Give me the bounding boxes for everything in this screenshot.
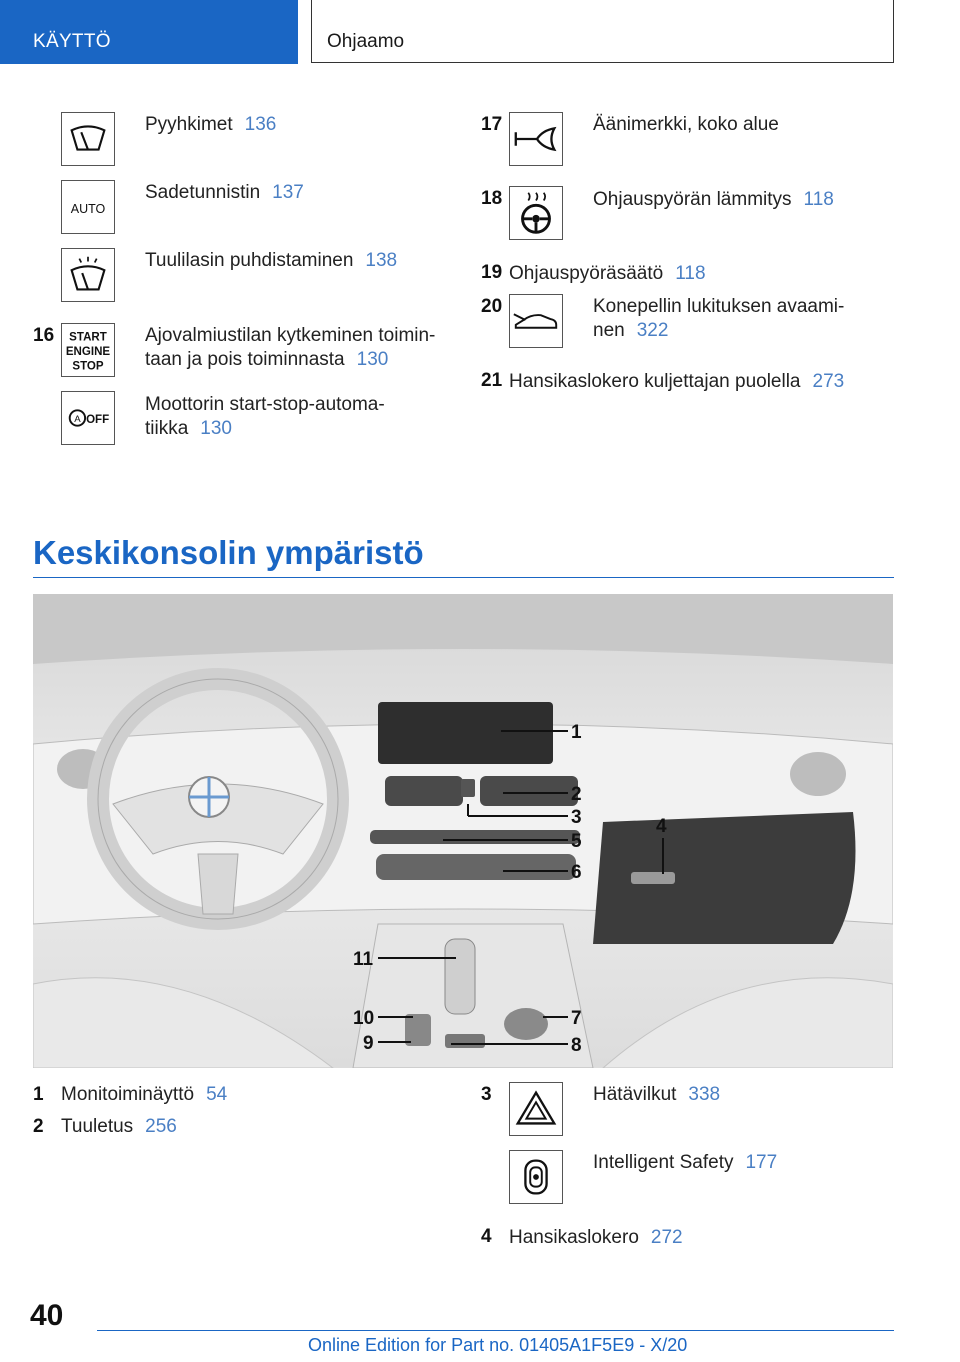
callout-9: 9 [363,1033,374,1054]
page-number: 40 [30,1299,64,1332]
page-ref-link[interactable]: 130 [200,418,232,439]
page-ref-link[interactable]: 273 [812,371,845,392]
page-ref-link[interactable]: 338 [688,1084,721,1105]
console-photo [33,594,893,1068]
item-number: 17 [481,114,503,135]
svg-text:A: A [74,413,81,425]
page-ref-link[interactable]: 137 [272,182,304,203]
start-stop-icon [61,323,115,377]
callout-3: 3 [571,807,582,828]
entry-auto-start-stop: Moottorin start-stop-automa- tiikka 130 [145,394,385,439]
entry-wipers: Pyyhkimet 136 [145,114,277,135]
entry-driver-glovebox: Hansikaslokero kuljettajan puolella 273 [509,371,845,392]
callout-2: 2 [571,784,582,805]
footer-edition: Online Edition for Part no. 01405A1F5E9 - X/20 [308,1335,688,1355]
wiper-icon [61,112,115,166]
entry-steering-heat: Ohjauspyörän lämmitys 118 [593,189,834,210]
horn-icon [509,112,563,166]
section-rule [33,577,894,578]
entry-horn: Äänimerkki, koko alue [593,114,779,135]
hood-release-icon [509,294,563,348]
page-ref-link[interactable]: 130 [356,349,389,370]
header-chapter-box [311,0,894,63]
item-number: 18 [481,188,503,209]
steering-heat-icon [509,186,563,240]
page-ref-link[interactable]: 136 [244,114,277,135]
callout-10: 10 [353,1008,375,1029]
callout-6: 6 [571,862,582,883]
callout-11: 11 [353,949,374,970]
entry-rain-sensor: Sadetunnistin 137 [145,182,304,203]
callout-5: 5 [571,831,582,852]
callout-1: 1 [571,722,582,743]
section-title: Keskikonsolin ympäristö [33,534,424,571]
callout-7: 7 [571,1008,582,1029]
page-ref-link[interactable]: 177 [745,1152,778,1173]
item-number: 2 [33,1116,44,1137]
entry-intelligent-safety: Intelligent Safety 177 [593,1152,778,1173]
intelligent-safety-icon [509,1150,563,1204]
page-ref-link[interactable]: 118 [675,263,706,284]
page-ref-link[interactable]: 118 [803,189,834,210]
entry-windshield-washer: Tuulilasin puhdistaminen 138 [145,250,398,271]
item-number: 3 [481,1084,492,1105]
svg-text:AUTO: AUTO [70,201,106,216]
svg-text:OFF: OFF [86,413,110,426]
svg-text:ENGINE: ENGINE [65,345,111,358]
page-ref-link[interactable]: 322 [636,320,669,341]
item-number: 19 [481,262,503,283]
callout-8: 8 [571,1035,582,1056]
entry-multifunction-display: Monitoiminäyttö 54 [61,1084,228,1105]
entry-glovebox: Hansikaslokero 272 [509,1227,683,1248]
entry-hood-release: Konepellin lukituksen avaami- nen 322 [593,296,845,341]
item-number: 4 [481,1226,492,1247]
svg-text:STOP: STOP [72,360,104,373]
page-ref-link[interactable]: 272 [650,1227,683,1248]
page-ref-link[interactable]: 256 [145,1116,177,1137]
item-number: 20 [481,296,503,317]
page-ref-link[interactable]: 138 [365,250,398,271]
auto-icon [61,180,115,234]
entry-steering-adjust: Ohjauspyöräsäätö 118 [509,263,706,284]
washer-icon [61,248,115,302]
hazard-icon [509,1082,563,1136]
item-number: 16 [33,325,55,346]
entry-ventilation: Tuuletus 256 [61,1116,177,1137]
footer-rule [97,1330,894,1331]
header-chapter-label: Ohjaamo [327,31,405,52]
entry-hazard-lights: Hätävilkut 338 [593,1084,721,1105]
item-number: 1 [33,1084,44,1105]
svg-text:START: START [69,331,107,344]
callout-4: 4 [656,816,667,837]
auto-start-stop-off-icon [61,391,115,445]
item-number: 21 [481,370,503,391]
header-section-label: KÄYTTÖ [33,31,111,52]
page-ref-link[interactable]: 54 [206,1084,228,1105]
header-section-tab [0,0,298,64]
entry-drive-ready: Ajovalmiustilan kytkeminen toimin- taan ja pois toiminnasta 130 [145,325,436,370]
